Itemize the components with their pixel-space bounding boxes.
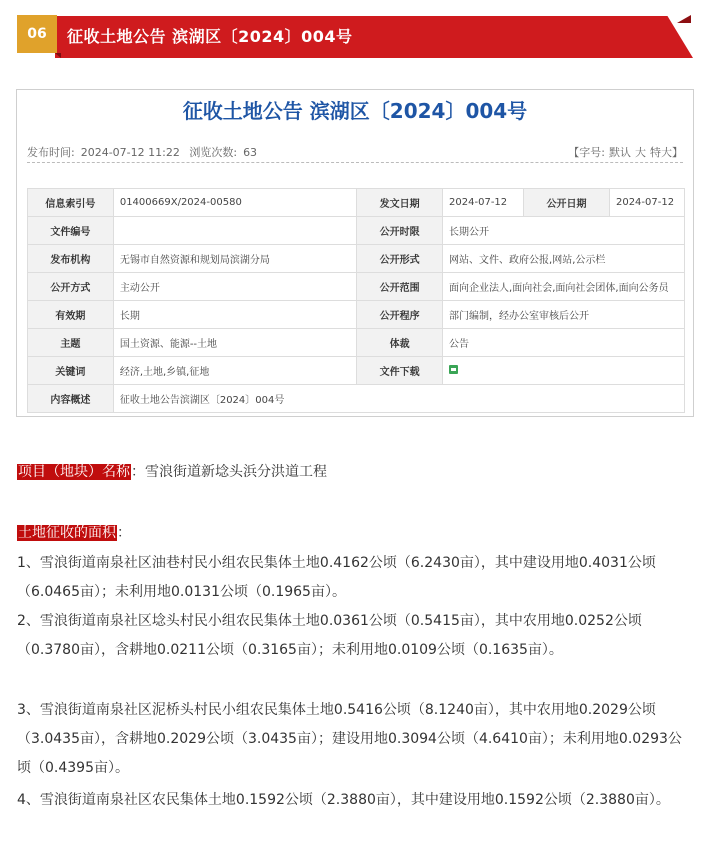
meta-divider bbox=[27, 162, 683, 163]
land-area-label: 土地征收的面积 bbox=[18, 525, 116, 541]
banner-title: 征收土地公告 滨湖区〔2024〕004号 bbox=[67, 27, 353, 46]
font-size-prefix: 【字号: bbox=[568, 146, 605, 159]
pub-scope-label: 公开范围 bbox=[357, 273, 443, 301]
land-area-item-2: 2、雪浪街道南泉社区埝头村民小组农民集体土地0.0361公顷（0.5415亩），其中农用地0.0252公顷（0.3780亩），含耕地0.0211公顷（0.3165亩）；未利用地0.0109公顷（0.1635亩）。 bbox=[17, 613, 642, 658]
font-size-switcher bbox=[568, 144, 683, 160]
table-row bbox=[28, 357, 685, 385]
genre-value: 公告 bbox=[443, 329, 685, 357]
doc-date-label: 发文日期 bbox=[357, 189, 443, 217]
pub-period-value: 长期公开 bbox=[443, 217, 685, 245]
summary-label: 内容概述 bbox=[28, 385, 114, 413]
land-area-suffix: ： bbox=[117, 525, 131, 541]
keywords-label: 关键词 bbox=[28, 357, 114, 385]
table-row bbox=[28, 329, 685, 357]
project-name-value: ：雪浪街道新埝头浜分洪道工程 bbox=[131, 464, 327, 480]
pub-period-label: 公开时限 bbox=[357, 217, 443, 245]
table-row bbox=[28, 189, 685, 217]
genre-label: 体裁 bbox=[357, 329, 443, 357]
doc-date-value: 2024-07-12 bbox=[443, 189, 524, 217]
project-name-label: 项目（地块）名称 bbox=[18, 464, 130, 480]
pub-scope-value: 面向企业法人,面向社会,面向社会团体,面向公务员 bbox=[443, 273, 685, 301]
pub-way-value: 主动公开 bbox=[113, 273, 356, 301]
font-size-xlarge[interactable]: 特大】 bbox=[650, 146, 683, 159]
document-meta bbox=[27, 144, 263, 160]
badge-shadow bbox=[55, 53, 61, 58]
issuer-value: 无锡市自然资源和规划局滨湖分局 bbox=[113, 245, 356, 273]
section-banner bbox=[17, 15, 693, 57]
keywords-value: 经济,土地,乡镇,征地 bbox=[113, 357, 356, 385]
download-cell bbox=[443, 357, 685, 385]
table-row bbox=[28, 273, 685, 301]
index-label: 信息索引号 bbox=[28, 189, 114, 217]
pub-date-value: 2024-07-12 bbox=[609, 189, 684, 217]
land-area-heading bbox=[17, 522, 131, 542]
table-row bbox=[28, 217, 685, 245]
views-label: 浏览次数: bbox=[189, 146, 238, 159]
pub-way-label: 公开方式 bbox=[28, 273, 114, 301]
download-label: 文件下载 bbox=[357, 357, 443, 385]
land-area-item-1: 1、雪浪街道南泉社区油巷村民小组农民集体土地0.4162公顷（6.2430亩），其中建设用地0.4031公顷（6.0465亩）；未利用地0.0131公顷（0.1965亩）。 bbox=[17, 555, 656, 600]
pub-proc-value: 部门编制，经办公室审核后公开 bbox=[443, 301, 685, 329]
pub-proc-label: 公开程序 bbox=[357, 301, 443, 329]
font-size-default[interactable]: 默认 bbox=[609, 146, 631, 159]
pub-form-value: 网站、文件、政府公报,网站,公示栏 bbox=[443, 245, 685, 273]
publish-time-label: 发布时间: bbox=[27, 146, 75, 159]
document-info-table bbox=[27, 188, 685, 413]
validity-label: 有效期 bbox=[28, 301, 114, 329]
land-area-item-4: 4、雪浪街道南泉社区农民集体土地0.1592公顷（2.3880亩），其中建设用地0.1592公顷（2.3880亩）。 bbox=[17, 792, 670, 808]
table-row bbox=[28, 385, 685, 413]
table-row bbox=[28, 245, 685, 273]
views-count: 63 bbox=[243, 146, 258, 159]
publish-time: 2024-07-12 11:22 bbox=[80, 146, 180, 159]
table-row bbox=[28, 301, 685, 329]
topic-value: 国土资源、能源--土地 bbox=[113, 329, 356, 357]
pub-form-label: 公开形式 bbox=[357, 245, 443, 273]
banner-fold bbox=[677, 15, 691, 23]
pub-date-label: 公开日期 bbox=[524, 189, 610, 217]
index-value: 01400669X/2024-00580 bbox=[113, 189, 356, 217]
doc-no-value bbox=[113, 217, 356, 245]
issuer-label: 发布机构 bbox=[28, 245, 114, 273]
document-title: 征收土地公告 滨湖区〔2024〕004号 bbox=[182, 99, 528, 123]
download-file-icon[interactable] bbox=[449, 365, 458, 374]
summary-value: 征收土地公告滨湖区〔2024〕004号 bbox=[113, 385, 684, 413]
validity-value: 长期 bbox=[113, 301, 356, 329]
topic-label: 主题 bbox=[28, 329, 114, 357]
font-size-large[interactable]: 大 bbox=[635, 146, 646, 159]
doc-no-label: 文件编号 bbox=[28, 217, 114, 245]
section-number-badge: 06 bbox=[17, 15, 57, 53]
document-card bbox=[16, 89, 694, 417]
project-name-line bbox=[17, 461, 327, 481]
land-area-item-3: 3、雪浪街道南泉社区泥桥头村民小组农民集体土地0.5416公顷（8.1240亩），其中农用地0.2029公顷（3.0435亩），含耕地0.2029公顷（3.0435亩）；建设用地0.3094公顷（4.6410亩）；未利用地0.0293公顷（0.4395亩）。 bbox=[17, 702, 682, 776]
